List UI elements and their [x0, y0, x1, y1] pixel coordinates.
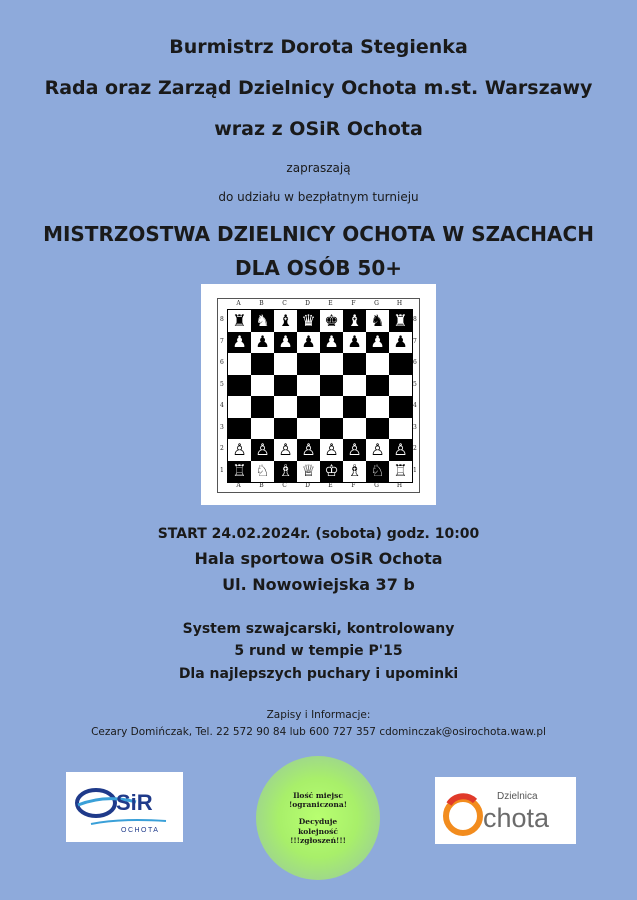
rank-label: 4	[220, 402, 224, 410]
chess-piece-icon: ♛	[301, 310, 316, 330]
rank-label: 3	[220, 423, 224, 431]
board-square	[366, 310, 389, 332]
board-square	[320, 396, 343, 418]
chess-piece-icon: ♟	[278, 332, 293, 352]
board-square	[343, 310, 366, 332]
tournament-system: System szwajcarski, kontrolowany	[182, 621, 455, 637]
rank-label: 2	[220, 445, 224, 453]
board-square	[297, 461, 320, 483]
rounds-info: 5 rund w tempie P'15	[234, 643, 403, 659]
chess-piece-icon: ♔	[324, 461, 339, 481]
rank-label: 7	[413, 337, 417, 345]
ochota-logo-small-text: Dzielnica	[497, 791, 538, 802]
board-square	[366, 353, 389, 375]
board-square	[320, 375, 343, 397]
file-label: H	[396, 482, 403, 489]
chess-piece-icon: ♟	[393, 332, 408, 352]
board-square	[274, 418, 297, 440]
file-label: B	[259, 300, 264, 307]
board-square	[228, 375, 251, 397]
board-square	[366, 332, 389, 354]
board-square	[297, 310, 320, 332]
board-square	[228, 418, 251, 440]
rank-label: 1	[413, 466, 417, 474]
osir-logo	[66, 772, 183, 842]
osir-logo-graphic	[66, 772, 183, 842]
board-square	[274, 375, 297, 397]
board-square	[251, 310, 274, 332]
board-square	[251, 375, 274, 397]
organizer-line-2: Rada oraz Zarząd Dzielnicy Ochota m.st. Warszawy	[44, 77, 593, 99]
file-label: D	[305, 482, 310, 489]
board-square	[343, 396, 366, 418]
rank-label: 2	[413, 445, 417, 453]
board-square	[228, 310, 251, 332]
board-square	[389, 461, 412, 483]
rank-label: 6	[413, 359, 417, 367]
rank-label: 6	[220, 359, 224, 367]
chess-piece-icon: ♟	[301, 332, 316, 352]
rank-label: 8	[220, 316, 224, 324]
chess-piece-icon: ♖	[232, 461, 247, 481]
board-square	[320, 461, 343, 483]
board-square	[228, 396, 251, 418]
board-square	[274, 396, 297, 418]
rank-label: 8	[413, 316, 417, 324]
board-square	[366, 461, 389, 483]
chess-piece-icon: ♙	[255, 439, 270, 459]
board-square	[389, 439, 412, 461]
file-label: F	[351, 482, 356, 489]
board-square	[320, 332, 343, 354]
board-square	[297, 396, 320, 418]
board-square	[228, 461, 251, 483]
file-label: B	[259, 482, 264, 489]
rank-label: 4	[413, 402, 417, 410]
chess-piece-icon: ♜	[393, 310, 408, 330]
file-label: D	[305, 300, 310, 307]
board-square	[389, 396, 412, 418]
invite-text: zapraszają	[286, 161, 351, 175]
organizer-line-1: Burmistrz Dorota Stegienka	[169, 36, 468, 58]
badge-line-3: Decyduje	[298, 817, 338, 827]
board-square	[251, 439, 274, 461]
invite-text-2: do udziału w bezpłatnym turnieju	[218, 190, 419, 204]
chess-piece-icon: ♟	[232, 332, 247, 352]
rank-label: 5	[413, 380, 417, 388]
board-square	[320, 418, 343, 440]
board-square	[366, 375, 389, 397]
chess-piece-icon: ♕	[301, 461, 316, 481]
board-square	[228, 332, 251, 354]
start-time: START 24.02.2024r. (sobota) godz. 10:00	[157, 526, 480, 542]
rank-label: 1	[220, 466, 224, 474]
chessboard	[227, 309, 413, 483]
file-label: F	[351, 300, 356, 307]
chess-piece-icon: ♘	[255, 461, 270, 481]
board-square	[274, 353, 297, 375]
board-square	[251, 461, 274, 483]
board-square	[366, 418, 389, 440]
board-square	[389, 418, 412, 440]
board-square	[389, 353, 412, 375]
chess-piece-icon: ♙	[393, 439, 408, 459]
board-square	[343, 353, 366, 375]
chessboard-image	[201, 284, 436, 505]
event-title-line-2: DLA OSÓB 50+	[235, 256, 402, 280]
chess-piece-icon: ♙	[370, 439, 385, 459]
board-square	[389, 375, 412, 397]
board-square	[343, 418, 366, 440]
board-square	[251, 396, 274, 418]
address: Ul. Nowowiejska 37 b	[222, 575, 415, 594]
board-square	[343, 375, 366, 397]
board-square	[297, 375, 320, 397]
chess-piece-icon: ♟	[255, 332, 270, 352]
organizer-line-3: wraz z OSiR Ochota	[214, 118, 423, 140]
chess-piece-icon: ♞	[255, 310, 270, 330]
file-label: H	[396, 300, 403, 307]
chess-piece-icon: ♗	[278, 461, 293, 481]
board-square	[297, 418, 320, 440]
limited-places-badge	[256, 756, 380, 880]
file-label: E	[328, 300, 333, 307]
chess-piece-icon: ♙	[301, 439, 316, 459]
chess-piece-icon: ♙	[324, 439, 339, 459]
rank-label: 7	[220, 337, 224, 345]
board-square	[274, 439, 297, 461]
chessboard-frame	[217, 298, 420, 493]
file-label: G	[374, 300, 379, 307]
chess-piece-icon: ♙	[232, 439, 247, 459]
event-title-line-1: MISTRZOSTWA DZIELNICY OCHOTA W SZACHACH	[43, 222, 594, 246]
chess-piece-icon: ♟	[370, 332, 385, 352]
file-labels-top	[227, 300, 411, 307]
chess-piece-icon: ♝	[347, 310, 362, 330]
board-square	[343, 439, 366, 461]
badge-line-5: !!!zgłoszeń!!!	[290, 836, 346, 846]
board-square	[320, 353, 343, 375]
file-label: A	[236, 300, 241, 307]
chess-piece-icon: ♙	[278, 439, 293, 459]
board-square	[251, 353, 274, 375]
dzielnica-ochota-logo	[435, 777, 576, 844]
ochota-logo-text: chota	[483, 803, 550, 833]
board-square	[251, 418, 274, 440]
file-label: C	[282, 300, 287, 307]
osir-logo-text: SiR	[116, 790, 153, 815]
contact-label: Zapisy i Informacje:	[266, 709, 371, 721]
chess-piece-icon: ♙	[347, 439, 362, 459]
rank-label: 3	[413, 423, 417, 431]
chess-piece-icon: ♟	[324, 332, 339, 352]
rank-labels-left	[220, 309, 224, 481]
board-square	[343, 332, 366, 354]
ochota-logo-graphic	[435, 777, 576, 844]
file-label: G	[374, 482, 379, 489]
board-square	[297, 332, 320, 354]
file-label: C	[282, 482, 287, 489]
board-square	[389, 332, 412, 354]
contact-info: Cezary Domińczak, Tel. 22 572 90 84 lub 600 727 357 cdominczak@osirochota.waw.pl	[91, 726, 546, 738]
chess-piece-icon: ♟	[347, 332, 362, 352]
board-square	[366, 396, 389, 418]
prizes-info: Dla najlepszych puchary i upominki	[178, 666, 459, 682]
board-square	[228, 353, 251, 375]
chess-piece-icon: ♘	[370, 461, 385, 481]
board-square	[320, 439, 343, 461]
chess-piece-icon: ♚	[324, 310, 339, 330]
board-square	[228, 439, 251, 461]
board-square	[366, 439, 389, 461]
file-label: E	[328, 482, 333, 489]
chess-piece-icon: ♗	[347, 461, 362, 481]
badge-line-2: !ograniczona!	[288, 799, 348, 809]
board-square	[251, 332, 274, 354]
board-square	[297, 353, 320, 375]
osir-logo-subtext: OCHOTA	[121, 827, 160, 834]
badge-line-4: kolejność	[298, 826, 338, 836]
board-square	[274, 332, 297, 354]
board-square	[389, 310, 412, 332]
chess-piece-icon: ♖	[393, 461, 408, 481]
chess-piece-icon: ♜	[232, 310, 247, 330]
rank-label: 5	[220, 380, 224, 388]
file-label: A	[236, 482, 241, 489]
board-square	[297, 439, 320, 461]
board-square	[320, 310, 343, 332]
badge-line-1: Ilość miejsc	[293, 790, 343, 800]
rank-labels-right	[413, 309, 417, 481]
board-square	[274, 461, 297, 483]
venue: Hala sportowa OSiR Ochota	[194, 549, 443, 568]
chess-piece-icon: ♞	[370, 310, 385, 330]
file-labels-bottom	[227, 482, 411, 489]
board-square	[274, 310, 297, 332]
chess-piece-icon: ♝	[278, 310, 293, 330]
board-square	[343, 461, 366, 483]
